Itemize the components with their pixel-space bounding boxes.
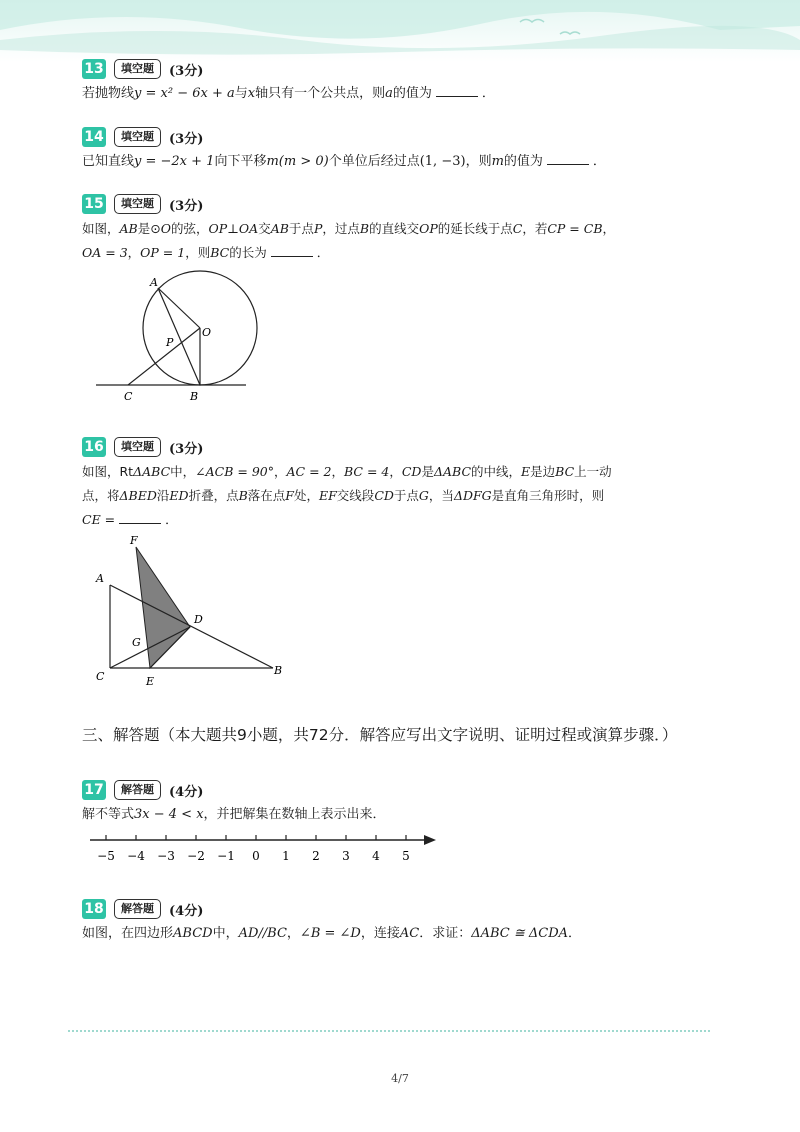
question-13 bbox=[82, 58, 722, 106]
question-type: 解答题 bbox=[114, 780, 161, 800]
question-16 bbox=[82, 436, 722, 532]
label-c: C bbox=[96, 670, 105, 683]
tick-label: 1 bbox=[282, 849, 290, 863]
question-score: (4分) bbox=[169, 784, 204, 800]
question-14 bbox=[82, 126, 722, 174]
question-number: 18 bbox=[82, 899, 106, 919]
tick-label: 5 bbox=[402, 849, 410, 863]
tick-label: −5 bbox=[97, 849, 115, 863]
label-c: C bbox=[124, 390, 133, 403]
label-e: E bbox=[146, 675, 155, 688]
label-b: B bbox=[274, 664, 283, 677]
question-score: (3分) bbox=[169, 131, 204, 147]
answer-blank[interactable] bbox=[271, 242, 313, 257]
question-text: 若抛物线y = x² − 6x + a与x轴只有一个公共点，则a的值为 ． bbox=[82, 82, 722, 106]
tick-label: −4 bbox=[127, 849, 145, 863]
question-17 bbox=[82, 779, 722, 827]
section-heading: 三、解答题（本大题共9小题，共72分．解答应写出文字说明、证明过程或演算步骤．） bbox=[82, 726, 678, 744]
question-number: 14 bbox=[82, 127, 106, 147]
question-text: 如图，RtΔABC中，∠ACB = 90°，AC = 2，BC = 4，CD是ΔABC的中线，E是边BC上一动 点，将ΔBED沿ED折叠，点B落在点F处，EF交线段CD于点G，当ΔDFG是直角三角形时，则 CE = ． bbox=[82, 464, 612, 527]
tick-label: −1 bbox=[217, 849, 235, 863]
question-type: 填空题 bbox=[114, 59, 161, 79]
question-text: 如图，AB是⊙O的弦，OP⊥OA交AB于点P，过点B的直线交OP的延长线于点C，若CP = CB， OA = 3，OP = 1，则BC的长为 ． bbox=[82, 221, 616, 260]
question-15 bbox=[82, 193, 722, 265]
tick-label: 0 bbox=[252, 849, 260, 863]
question-score: (3分) bbox=[169, 441, 204, 457]
label-a: A bbox=[150, 276, 158, 289]
label-g: G bbox=[132, 636, 141, 649]
question-number: 15 bbox=[82, 194, 106, 214]
question-number: 16 bbox=[82, 437, 106, 457]
question-type: 填空题 bbox=[114, 194, 161, 214]
tick-label: 4 bbox=[372, 849, 380, 863]
question-number: 13 bbox=[82, 59, 106, 79]
label-p: P bbox=[166, 336, 174, 349]
number-line-arrow bbox=[424, 835, 436, 845]
tick-label: 2 bbox=[312, 849, 320, 863]
header-banner bbox=[0, 0, 800, 62]
tick-label: −2 bbox=[187, 849, 205, 863]
answer-blank[interactable] bbox=[436, 82, 478, 97]
question-score: (3分) bbox=[169, 63, 204, 79]
question-type: 解答题 bbox=[114, 899, 161, 919]
answer-blank[interactable] bbox=[547, 150, 589, 165]
label-o: O bbox=[202, 326, 212, 339]
segment-ab bbox=[158, 288, 200, 385]
question-score: (4分) bbox=[169, 903, 204, 919]
question-text: 已知直线y = −2x + 1向下平移m(m > 0)个单位后经过点(1, −3)，则m的值为 ． bbox=[82, 150, 722, 174]
question-type: 填空题 bbox=[114, 437, 161, 457]
question-text: 如图，在四边形ABCD中，AD//BC，∠B = ∠D，连接AC．求证：ΔABC ≅ ΔCDA． bbox=[82, 926, 582, 941]
circle-figure bbox=[90, 270, 260, 410]
label-a: A bbox=[96, 572, 104, 585]
tick-label: −3 bbox=[157, 849, 175, 863]
question-score: (3分) bbox=[169, 198, 204, 214]
number-line bbox=[88, 828, 448, 868]
label-b: B bbox=[190, 390, 199, 403]
label-d: D bbox=[194, 613, 203, 626]
question-18 bbox=[82, 898, 722, 946]
question-number: 17 bbox=[82, 780, 106, 800]
question-text: 解不等式3x − 4 < x，并把解集在数轴上表示出来． bbox=[82, 807, 386, 822]
page-number: 4/7 bbox=[391, 1072, 409, 1085]
answer-blank[interactable] bbox=[119, 509, 161, 524]
segment-co bbox=[128, 328, 200, 385]
label-f: F bbox=[130, 534, 138, 547]
question-type: 填空题 bbox=[114, 127, 161, 147]
segment-oa bbox=[158, 288, 200, 328]
footer-divider bbox=[68, 1030, 710, 1032]
triangle-figure bbox=[90, 530, 290, 690]
tick-label: 3 bbox=[342, 849, 350, 863]
